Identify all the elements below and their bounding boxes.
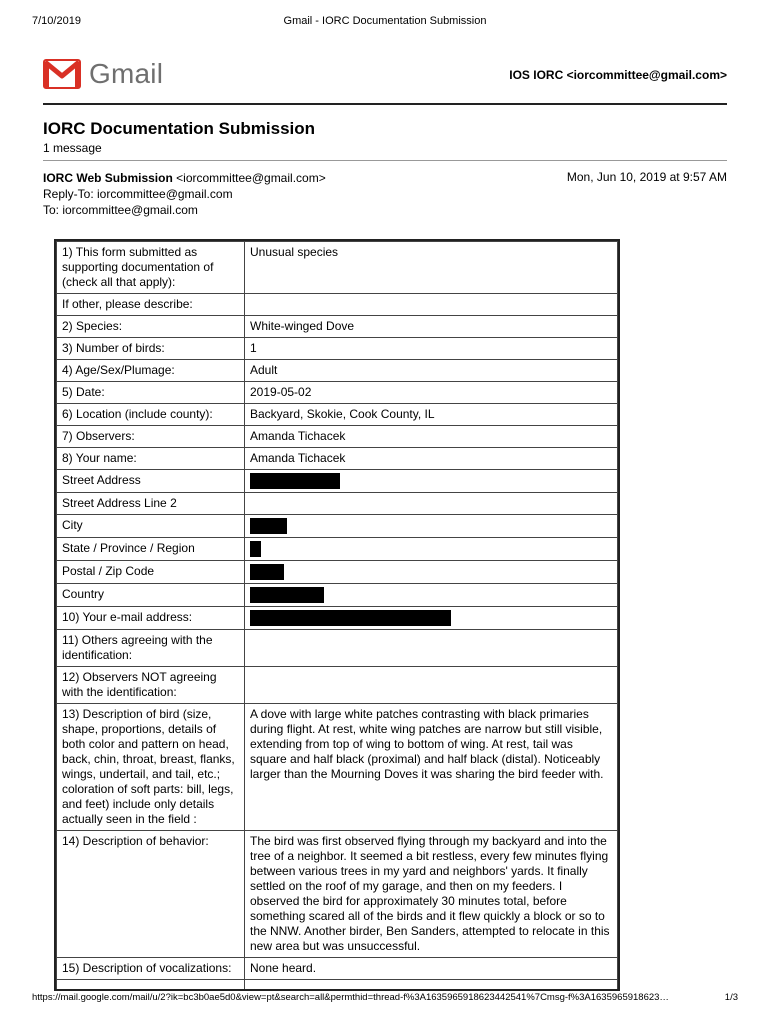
- gmail-logo[interactable]: [43, 58, 163, 90]
- field-label: 1) This form submitted as supporting documentation of (check all that apply):: [57, 242, 245, 294]
- gmail-envelope-icon: [43, 59, 81, 89]
- table-row: [57, 382, 618, 404]
- account-label: IOS IORC <iorcommittee@gmail.com>: [509, 68, 727, 82]
- redaction-bar: [250, 541, 261, 557]
- table-row: [57, 958, 618, 980]
- field-value: [245, 980, 618, 992]
- field-label: [57, 980, 245, 992]
- subject-divider: [43, 160, 727, 161]
- field-label: Postal / Zip Code: [57, 561, 245, 584]
- table-row: [57, 448, 618, 470]
- table-row: [57, 538, 618, 561]
- table-row: [57, 607, 618, 630]
- table-row: [57, 470, 618, 493]
- field-value: Backyard, Skokie, Cook County, IL: [245, 404, 618, 426]
- redaction-bar: [250, 587, 324, 603]
- redaction-bar: [250, 518, 287, 534]
- field-label: 4) Age/Sex/Plumage:: [57, 360, 245, 382]
- print-date: 7/10/2019: [32, 15, 81, 27]
- table-row: [57, 338, 618, 360]
- gmail-wordmark: Gmail: [89, 58, 164, 89]
- table-row: [57, 426, 618, 448]
- header-divider: [43, 103, 727, 105]
- table-row: [57, 515, 618, 538]
- field-value: 2019-05-02: [245, 382, 618, 404]
- field-label: State / Province / Region: [57, 538, 245, 561]
- page-number: 1/3: [724, 992, 738, 1003]
- field-label: 12) Observers NOT agreeing with the identification:: [57, 667, 245, 704]
- field-value: [245, 515, 618, 538]
- table-row: [57, 242, 618, 294]
- redaction-bar: [250, 473, 340, 489]
- field-label: 8) Your name:: [57, 448, 245, 470]
- table-row: [57, 704, 618, 831]
- field-value: [245, 294, 618, 316]
- page-url[interactable]: https://mail.google.com/mail/u/2?ik=bc3b0ae5d0&view=pt&search=all&permthid=thread-f%3A1635965918623442541%7Cmsg-f%3A1635965918623…: [32, 992, 669, 1003]
- field-label: 7) Observers:: [57, 426, 245, 448]
- field-value: Adult: [245, 360, 618, 382]
- table-row: [57, 630, 618, 667]
- thread-subject: IORC Documentation Submission: [43, 119, 316, 138]
- field-label: Country: [57, 584, 245, 607]
- print-title: Gmail - IORC Documentation Submission: [283, 15, 487, 27]
- reply-to: Reply-To: iorcommittee@gmail.com: [43, 187, 233, 201]
- sender-email[interactable]: <iorcommittee@gmail.com>: [176, 171, 326, 185]
- field-value: [245, 561, 618, 584]
- field-label: Street Address: [57, 470, 245, 493]
- table-row: [57, 294, 618, 316]
- table-row: [57, 584, 618, 607]
- message-date: Mon, Jun 10, 2019 at 9:57 AM: [566, 170, 727, 184]
- field-value: Unusual species: [245, 242, 618, 294]
- field-value: White-winged Dove: [245, 316, 618, 338]
- field-label: Street Address Line 2: [57, 493, 245, 515]
- table-row: [57, 831, 618, 958]
- field-value: The bird was first observed flying through my backyard and into the tree of a neighbor. It seemed a bit restless, every few minutes flying between various trees in my yard and neighbors' yards. It finally settled on the roof of my garage, and then on my feeders. I observed the bird for approximately 30 minutes total, before something scared all of the birds and it flew quickly a block or so to the NNW. Another birder, Ben Sanders, attempted to relocate in this new area but was unsuccessful.: [245, 831, 618, 958]
- form-table: [56, 241, 618, 991]
- redaction-bar: [250, 564, 284, 580]
- table-row: [57, 493, 618, 515]
- field-value: [245, 607, 618, 630]
- table-row: [57, 980, 618, 992]
- field-value: [245, 584, 618, 607]
- message-count: 1 message: [43, 141, 102, 155]
- to-line: To: iorcommittee@gmail.com: [43, 203, 198, 217]
- field-label: 6) Location (include county):: [57, 404, 245, 426]
- field-value: [245, 470, 618, 493]
- field-value: [245, 493, 618, 515]
- field-value: None heard.: [245, 958, 618, 980]
- field-label: 5) Date:: [57, 382, 245, 404]
- table-row: [57, 316, 618, 338]
- field-label: If other, please describe:: [57, 294, 245, 316]
- field-label: 3) Number of birds:: [57, 338, 245, 360]
- field-value: 1: [245, 338, 618, 360]
- submission-form: [54, 239, 620, 991]
- field-label: 13) Description of bird (size, shape, proportions, details of both color and pattern on head, back, chin, throat, breast, flanks, wings, undertail, and tail, etc.; coloration of soft parts: bill, legs, and feet) include only details actually seen in the field :: [57, 704, 245, 831]
- field-label: City: [57, 515, 245, 538]
- sender-line: [43, 170, 326, 186]
- field-value: A dove with large white patches contrasting with black primaries during flight. At rest, white wing patches are narrow but still visible, extending from top of wing to bottom of wing. At rest, tail was square and half black (proximal) and half black (distal). Noticeably larger than the Mourning Doves it was sharing the bird feeder with.: [245, 704, 618, 831]
- field-value: Amanda Tichacek: [245, 426, 618, 448]
- field-label: 10) Your e-mail address:: [57, 607, 245, 630]
- message-meta: [43, 170, 326, 218]
- field-label: 14) Description of behavior:: [57, 831, 245, 958]
- field-value: [245, 667, 618, 704]
- redaction-bar: [250, 610, 451, 626]
- table-row: [57, 561, 618, 584]
- sender-name: IORC Web Submission: [43, 171, 173, 185]
- field-value: [245, 630, 618, 667]
- table-row: [57, 667, 618, 704]
- field-label: 15) Description of vocalizations:: [57, 958, 245, 980]
- field-value: Amanda Tichacek: [245, 448, 618, 470]
- field-label: 2) Species:: [57, 316, 245, 338]
- table-row: [57, 404, 618, 426]
- table-row: [57, 360, 618, 382]
- field-label: 11) Others agreeing with the identification:: [57, 630, 245, 667]
- field-value: [245, 538, 618, 561]
